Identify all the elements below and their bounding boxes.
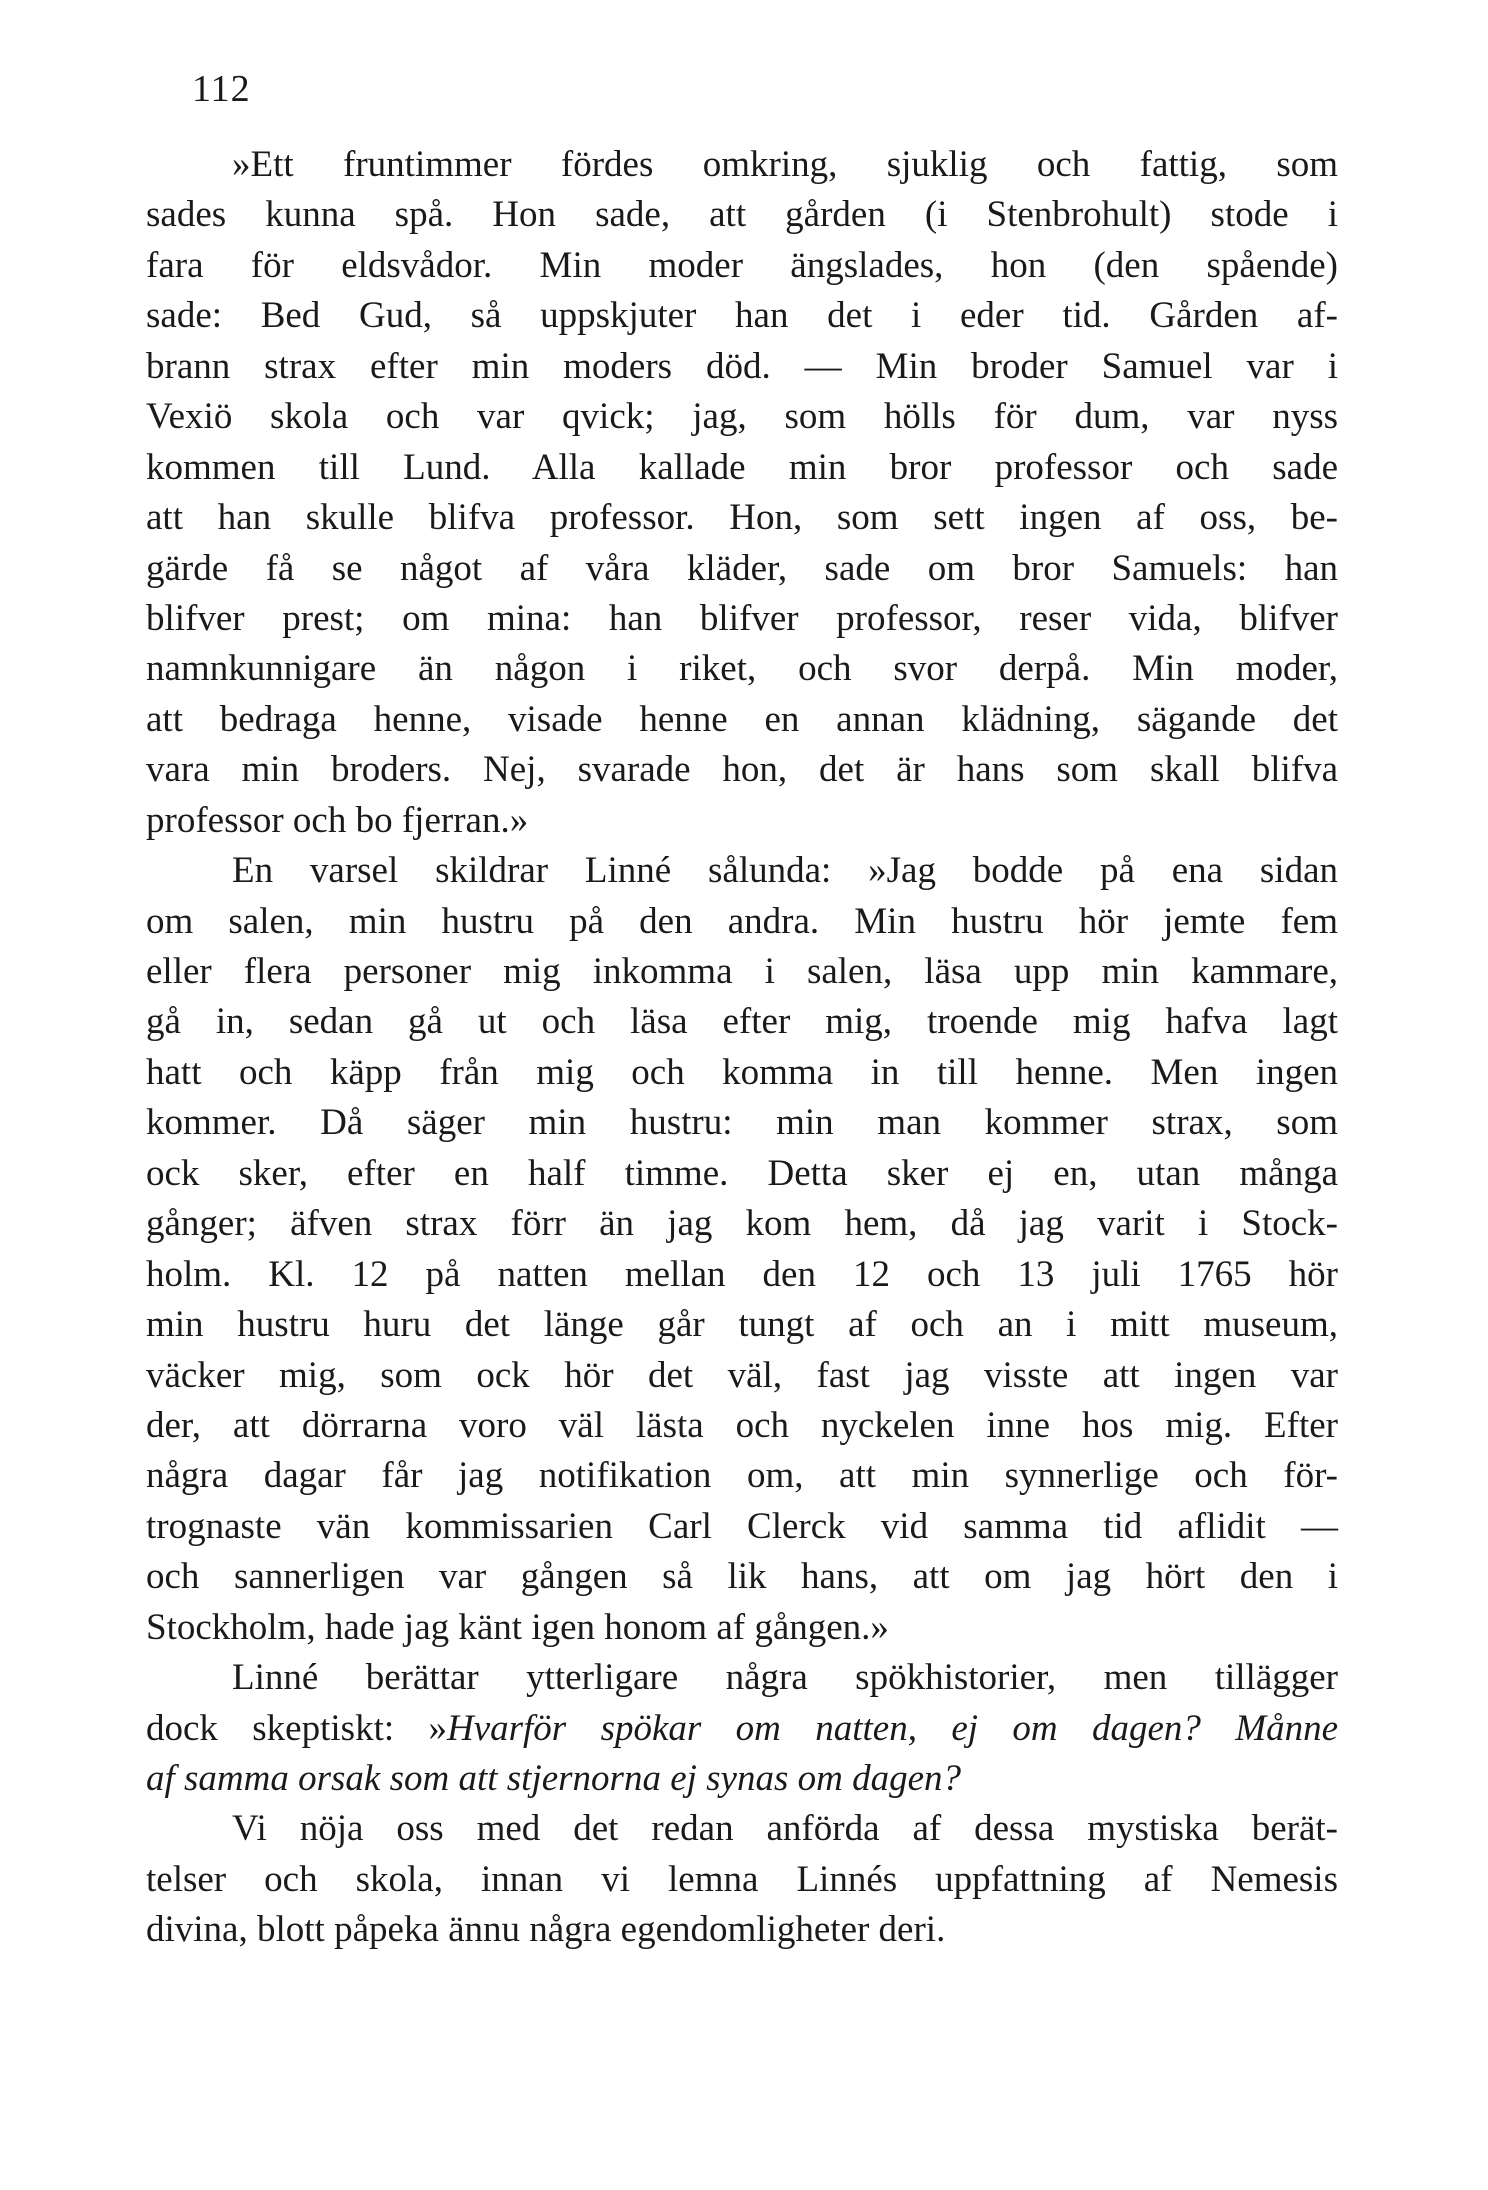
- line-text: hatt och käpp från mig och komma in till henne. Men ingen: [146, 1051, 1338, 1093]
- page-number: 112: [192, 68, 251, 110]
- line-text: sades kunna spå. Hon sade, att gården (i Stenbrohult) stode i: [146, 194, 1338, 236]
- line-text: trognaste vän kommissarien Carl Clerck vid samma tid aflidit —: [146, 1505, 1338, 1547]
- text-line: [146, 897, 1338, 947]
- line-text: brann strax efter min moders död. — Min broder Samuel var i: [146, 345, 1338, 387]
- line-text: holm. Kl. 12 på natten mellan den 12 och 13 juli 1765 hör: [146, 1253, 1338, 1295]
- text-line: [146, 745, 1338, 795]
- text-line: [146, 1603, 1338, 1653]
- line-text: gånger; äfven strax förr än jag kom hem, då jag varit i Stock-: [146, 1203, 1338, 1245]
- line-text: »Ett fruntimmer fördes omkring, sjuklig och fattig, som: [232, 144, 1338, 185]
- text-line: [146, 1300, 1338, 1350]
- text-line: [146, 241, 1338, 291]
- text-line: [146, 644, 1338, 694]
- line-text: och sannerligen var gången så lik hans, att om jag hört den i: [146, 1556, 1338, 1598]
- text-line: [146, 291, 1338, 341]
- line-text: väcker mig, som ock hör det väl, fast jag visste att ingen var: [146, 1354, 1338, 1396]
- line-text: gå in, sedan gå ut och läsa efter mig, troende mig hafva lagt: [146, 1001, 1338, 1043]
- text-line: [146, 846, 1338, 896]
- line-text: sade: Bed Gud, så uppskjuter han det i eder tid. Gården af-: [146, 295, 1338, 337]
- text-line: [146, 1098, 1338, 1148]
- text-line: [146, 1905, 1338, 1955]
- text-line: [146, 1351, 1338, 1401]
- text-line: [146, 947, 1338, 997]
- text-line: [146, 1250, 1338, 1300]
- text-line: [146, 997, 1338, 1047]
- line-text: att han skulle blifva professor. Hon, som sett ingen af oss, be-: [146, 497, 1338, 539]
- line-text: divina, blott påpeka ännu några egendomligheter deri.: [146, 1909, 946, 1951]
- line-text: om salen, min hustru på den andra. Min hustru hör jemte fem: [146, 900, 1338, 942]
- line-text: Vexiö skola och var qvick; jag, som hölls för dum, var nyss: [146, 396, 1338, 438]
- line-text: professor och bo fjerran.»: [146, 799, 529, 841]
- text-line: [146, 1653, 1338, 1703]
- text-line: [146, 1048, 1338, 1098]
- text-line: [146, 1149, 1338, 1199]
- line-text: några dagar får jag notifikation om, att min synnerlige och för-: [146, 1455, 1338, 1497]
- line-text: ock sker, efter en half timme. Detta sker ej en, utan många: [146, 1152, 1338, 1194]
- line-text: vara min broders. Nej, svarade hon, det är hans som skall blifva: [146, 749, 1338, 791]
- line-text: telser och skola, innan vi lemna Linnés uppfattning af Nemesis: [146, 1858, 1338, 1900]
- text-line: [146, 1451, 1338, 1501]
- line-text: dock skeptiskt: »: [146, 1707, 447, 1749]
- line-text: der, att dörrarna voro väl lästa och nyckelen inne hos mig. Efter: [146, 1404, 1338, 1446]
- text-line: [146, 1552, 1338, 1602]
- text-line: [146, 1754, 1338, 1804]
- text-line: [146, 695, 1338, 745]
- text-line: [146, 1704, 1338, 1754]
- text-line: [146, 1502, 1338, 1552]
- text-line: [146, 1199, 1338, 1249]
- text-line: [146, 392, 1338, 442]
- line-text: kommen till Lund. Alla kallade min bror professor och sade: [146, 446, 1338, 488]
- text-line: [146, 443, 1338, 493]
- line-text: Linné berättar ytterligare några spökhistorier, men tillägger: [232, 1657, 1338, 1699]
- text-line: [146, 493, 1338, 543]
- body-text: [146, 140, 1338, 1956]
- text-line: [146, 1855, 1338, 1905]
- text-line: [146, 594, 1338, 644]
- line-text: blifver prest; om mina: han blifver professor, reser vida, blifver: [146, 597, 1338, 639]
- text-line: [146, 544, 1338, 594]
- text-line: [146, 796, 1338, 846]
- text-line: [146, 1401, 1338, 1451]
- line-text: fara för eldsvådor. Min moder ängslades, hon (den spående): [146, 244, 1338, 286]
- line-text: min hustru huru det länge går tungt af och an i mitt museum,: [146, 1304, 1338, 1346]
- line-text: att bedraga henne, visade henne en annan klädning, sägande det: [146, 698, 1338, 740]
- line-text: namnkunnigare än någon i riket, och svor derpå. Min moder,: [146, 648, 1338, 690]
- line-text: gärde få se något af våra kläder, sade om bror Samuels: han: [146, 547, 1338, 589]
- line-text: Stockholm, hade jag känt igen honom af gången.»: [146, 1606, 889, 1648]
- text-line: [146, 342, 1338, 392]
- line-text: eller flera personer mig inkomma i salen, läsa upp min kammare,: [146, 951, 1338, 992]
- line-text: En varsel skildrar Linné sålunda: »Jag bodde på ena sidan: [232, 850, 1338, 892]
- line-text: Vi nöja oss med det redan anförda af dessa mystiska berät-: [232, 1808, 1338, 1850]
- italic-text: Hvarför spökar om natten, ej om dagen? Månne: [446, 1707, 1338, 1749]
- text-line: [146, 140, 1338, 190]
- line-text: kommer. Då säger min hustru: min man kommer strax, som: [146, 1102, 1338, 1144]
- text-line: [146, 190, 1338, 240]
- italic-text: af samma orsak som att stjernorna ej synas om dagen?: [146, 1758, 962, 1799]
- text-line: [146, 1804, 1338, 1854]
